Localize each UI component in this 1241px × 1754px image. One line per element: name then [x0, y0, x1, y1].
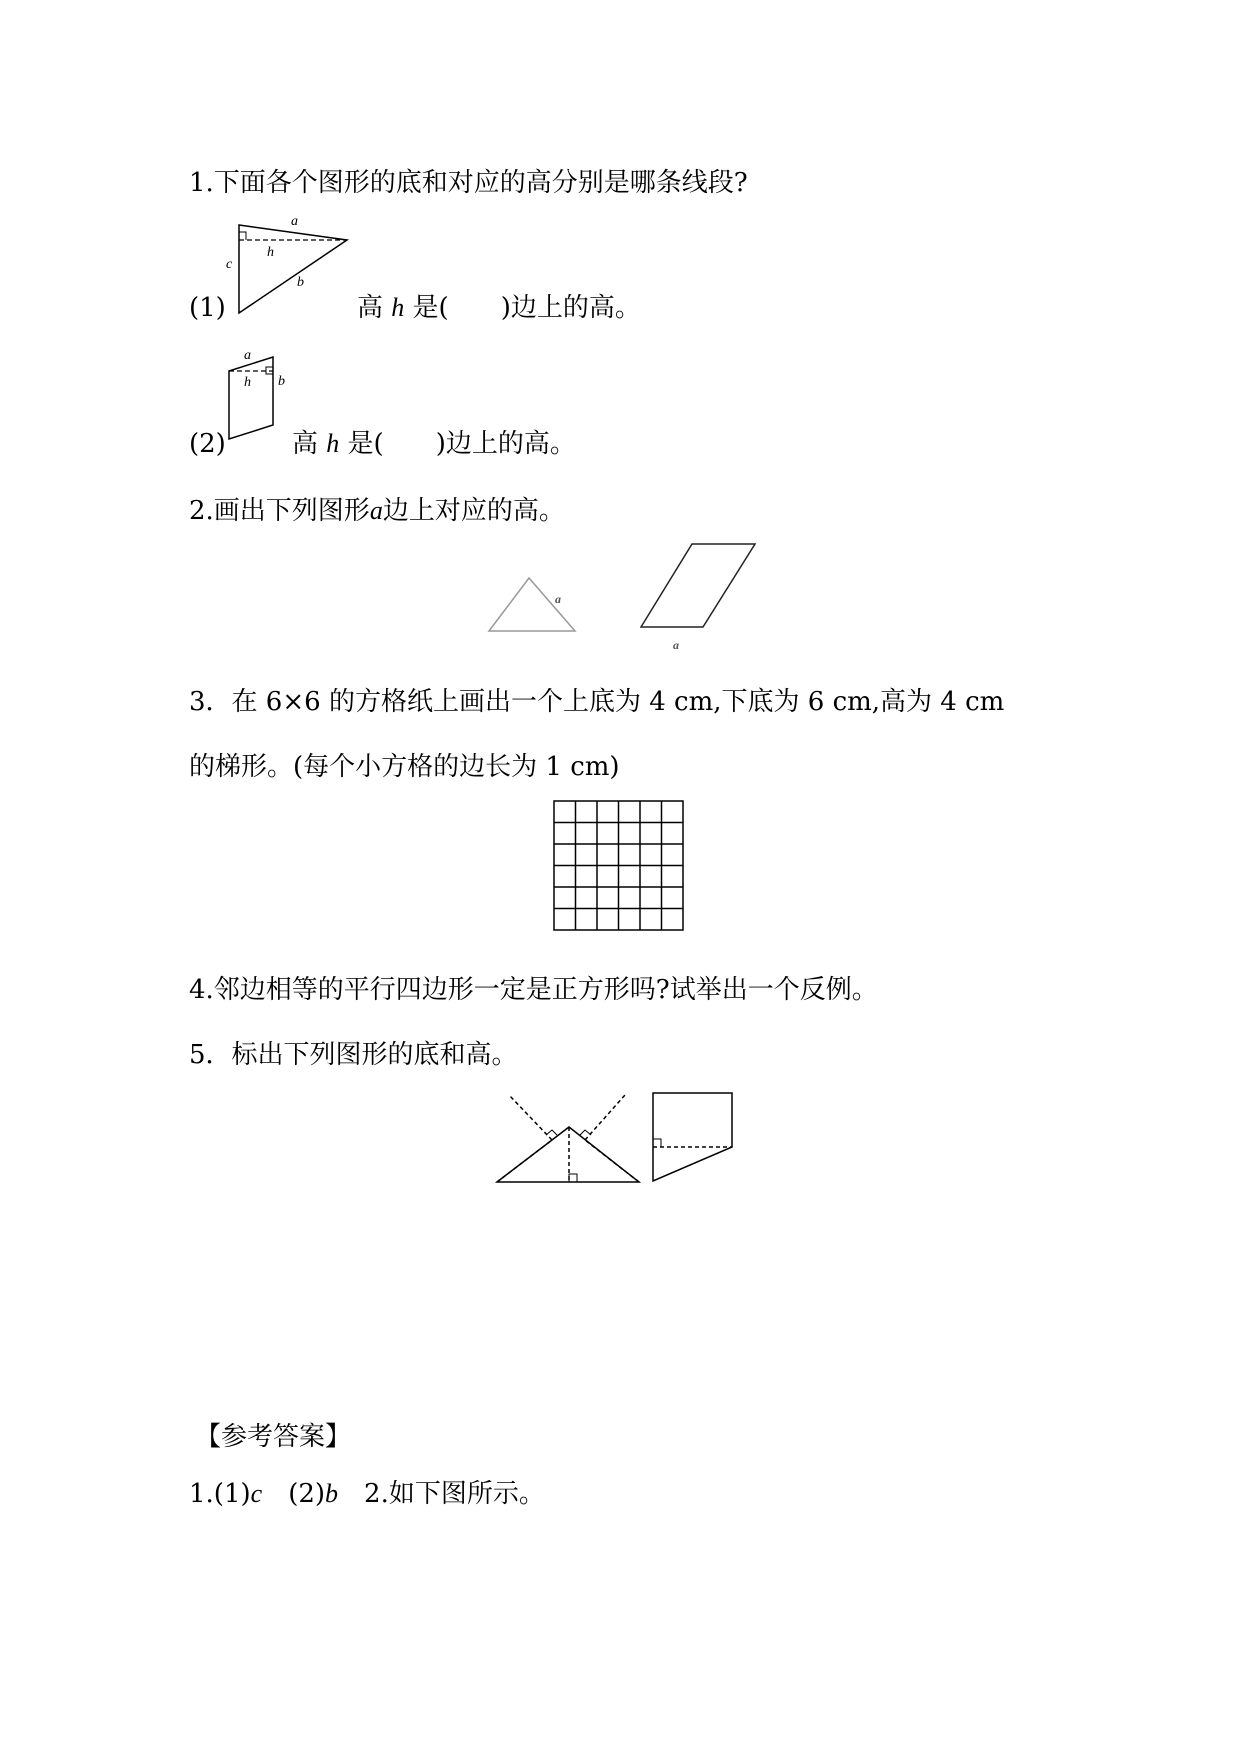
q2-tri-label-a: a — [555, 592, 561, 606]
q1-figure-1-right-triangle — [225, 212, 355, 320]
fig1-label-b: b — [297, 275, 304, 290]
answers-line: 1.(1)c (2)b 2.如下图所示。 — [189, 1479, 545, 1509]
q5-triangle-with-heights — [495, 1090, 645, 1190]
fig1-label-h: h — [267, 245, 274, 260]
fig2-label-h: h — [244, 375, 251, 390]
q1-part2-text: 高 h 是( )边上的高。 — [292, 429, 576, 459]
q1-part1-num: (1) — [189, 293, 226, 323]
answers-heading: 【参考答案】 — [195, 1422, 352, 1452]
q5-trapezoid-with-height — [650, 1090, 740, 1190]
q3-line1: 3．在 6×6 的方格纸上画出一个上底为 4 cm,下底为 6 cm,高为 4 cm — [189, 687, 1005, 717]
q3-grid-6x6 — [553, 800, 685, 932]
q2-title: 2.画出下列图形a边上对应的高。 — [189, 496, 565, 526]
q1-title: 1.下面各个图形的底和对应的高分别是哪条线段? — [189, 168, 748, 198]
q4-text: 4.邻边相等的平行四边形一定是正方形吗?试举出一个反例。 — [189, 975, 878, 1005]
q2-para-label-a: a — [673, 638, 679, 652]
fig1-label-c: c — [226, 257, 233, 272]
fig2-label-a: a — [244, 348, 251, 363]
q2-parallelogram — [640, 538, 760, 654]
q5-text: 5．标出下列图形的底和高。 — [189, 1040, 518, 1070]
q1-part2-num: (2) — [189, 429, 226, 459]
q2-triangle — [484, 570, 584, 640]
fig1-label-a: a — [291, 214, 298, 229]
q3-line2: 的梯形。(每个小方格的边长为 1 cm) — [189, 752, 620, 782]
fig2-label-b: b — [278, 374, 285, 389]
q1-part1-text: 高 h 是( )边上的高。 — [357, 293, 641, 323]
